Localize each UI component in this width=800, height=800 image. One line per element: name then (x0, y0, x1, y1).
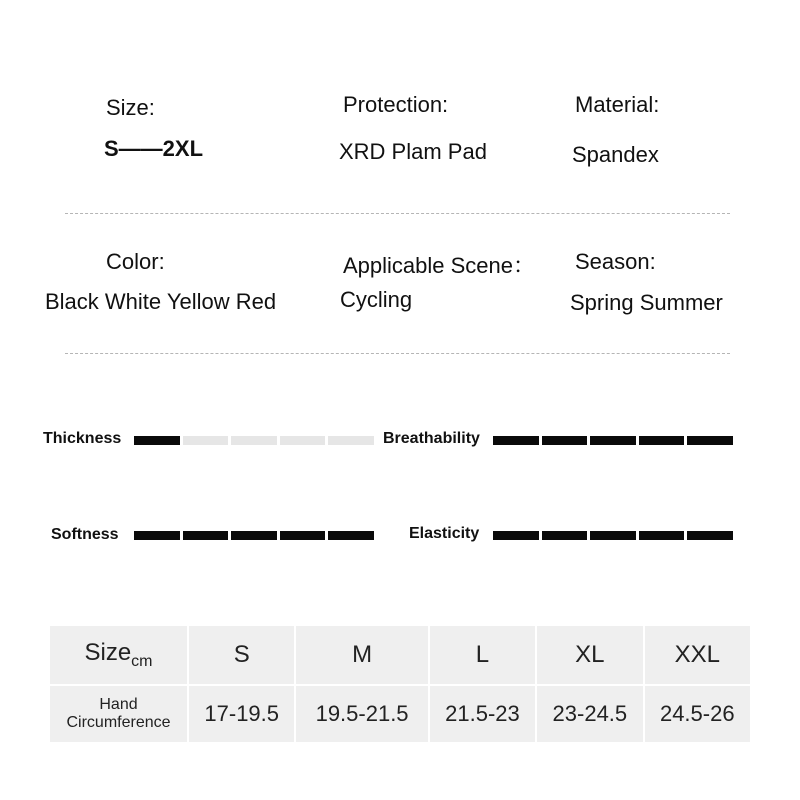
size-cell: L (430, 626, 535, 684)
size-cell: S (189, 626, 294, 684)
rating-bar-breathability (493, 436, 733, 445)
size-table-header-row (50, 626, 750, 684)
size-table (48, 624, 752, 744)
circumference-cell: 19.5-21.5 (296, 686, 427, 742)
hand-circumference-row (50, 686, 750, 742)
spec-label-size: Size: (106, 95, 155, 120)
size-header-label: Size (84, 639, 132, 666)
spec-label-color: Color: (106, 249, 165, 274)
circumference-cell: 21.5-23 (430, 686, 535, 742)
rating-segment (280, 531, 326, 540)
size-cell: XL (537, 626, 642, 684)
rating-segment (493, 436, 539, 445)
rating-label-softness: Softness (51, 526, 119, 543)
rating-segment (328, 436, 374, 445)
rating-segment (639, 531, 685, 540)
rating-bar-softness (134, 531, 374, 540)
size-cell: XXL (645, 626, 750, 684)
rating-label-thickness: Thickness (43, 430, 122, 447)
row-label-line1: Hand (99, 696, 138, 713)
rating-segment (231, 436, 277, 445)
rating-bar-thickness (134, 436, 374, 445)
spec-value-scene: Cycling (340, 287, 413, 312)
rating-segment (280, 436, 326, 445)
rating-segment (231, 531, 277, 540)
rating-segment (639, 436, 685, 445)
rating-segment (134, 531, 180, 540)
rating-segment (134, 436, 180, 445)
hand-circumference-label-cell (50, 686, 187, 742)
rating-segment (542, 436, 588, 445)
circumference-cell: 24.5-26 (645, 686, 750, 742)
rating-segment (328, 531, 374, 540)
rating-bar-elasticity (493, 531, 733, 540)
rating-segment (183, 436, 229, 445)
circumference-cell: 23-24.5 (537, 686, 642, 742)
size-header-cell (50, 626, 187, 684)
divider-top (65, 213, 730, 214)
divider-bottom (65, 353, 730, 354)
spec-value-color: Black White Yellow Red (45, 289, 277, 314)
circumference-cell: 17-19.5 (189, 686, 294, 742)
spec-value-size: S——2XL (104, 136, 204, 161)
spec-value-material: Spandex (572, 142, 659, 167)
spec-value-protection: XRD Plam Pad (339, 139, 487, 164)
rating-segment (493, 531, 539, 540)
size-cell: M (296, 626, 427, 684)
spec-label-scene: Applicable Scene： (343, 253, 536, 278)
spec-label-material: Material: (575, 92, 660, 117)
rating-segment (687, 531, 733, 540)
row-label-line2: Circumference (66, 714, 171, 731)
spec-label-season: Season: (575, 249, 656, 274)
spec-value-season: Spring Summer (570, 290, 723, 315)
rating-segment (590, 531, 636, 540)
size-header-unit: cm (131, 653, 153, 670)
rating-label-elasticity: Elasticity (409, 525, 480, 542)
rating-segment (687, 436, 733, 445)
rating-segment (542, 531, 588, 540)
rating-segment (183, 531, 229, 540)
rating-label-breathability: Breathability (383, 430, 480, 447)
rating-segment (590, 436, 636, 445)
spec-label-protection: Protection: (343, 92, 449, 117)
